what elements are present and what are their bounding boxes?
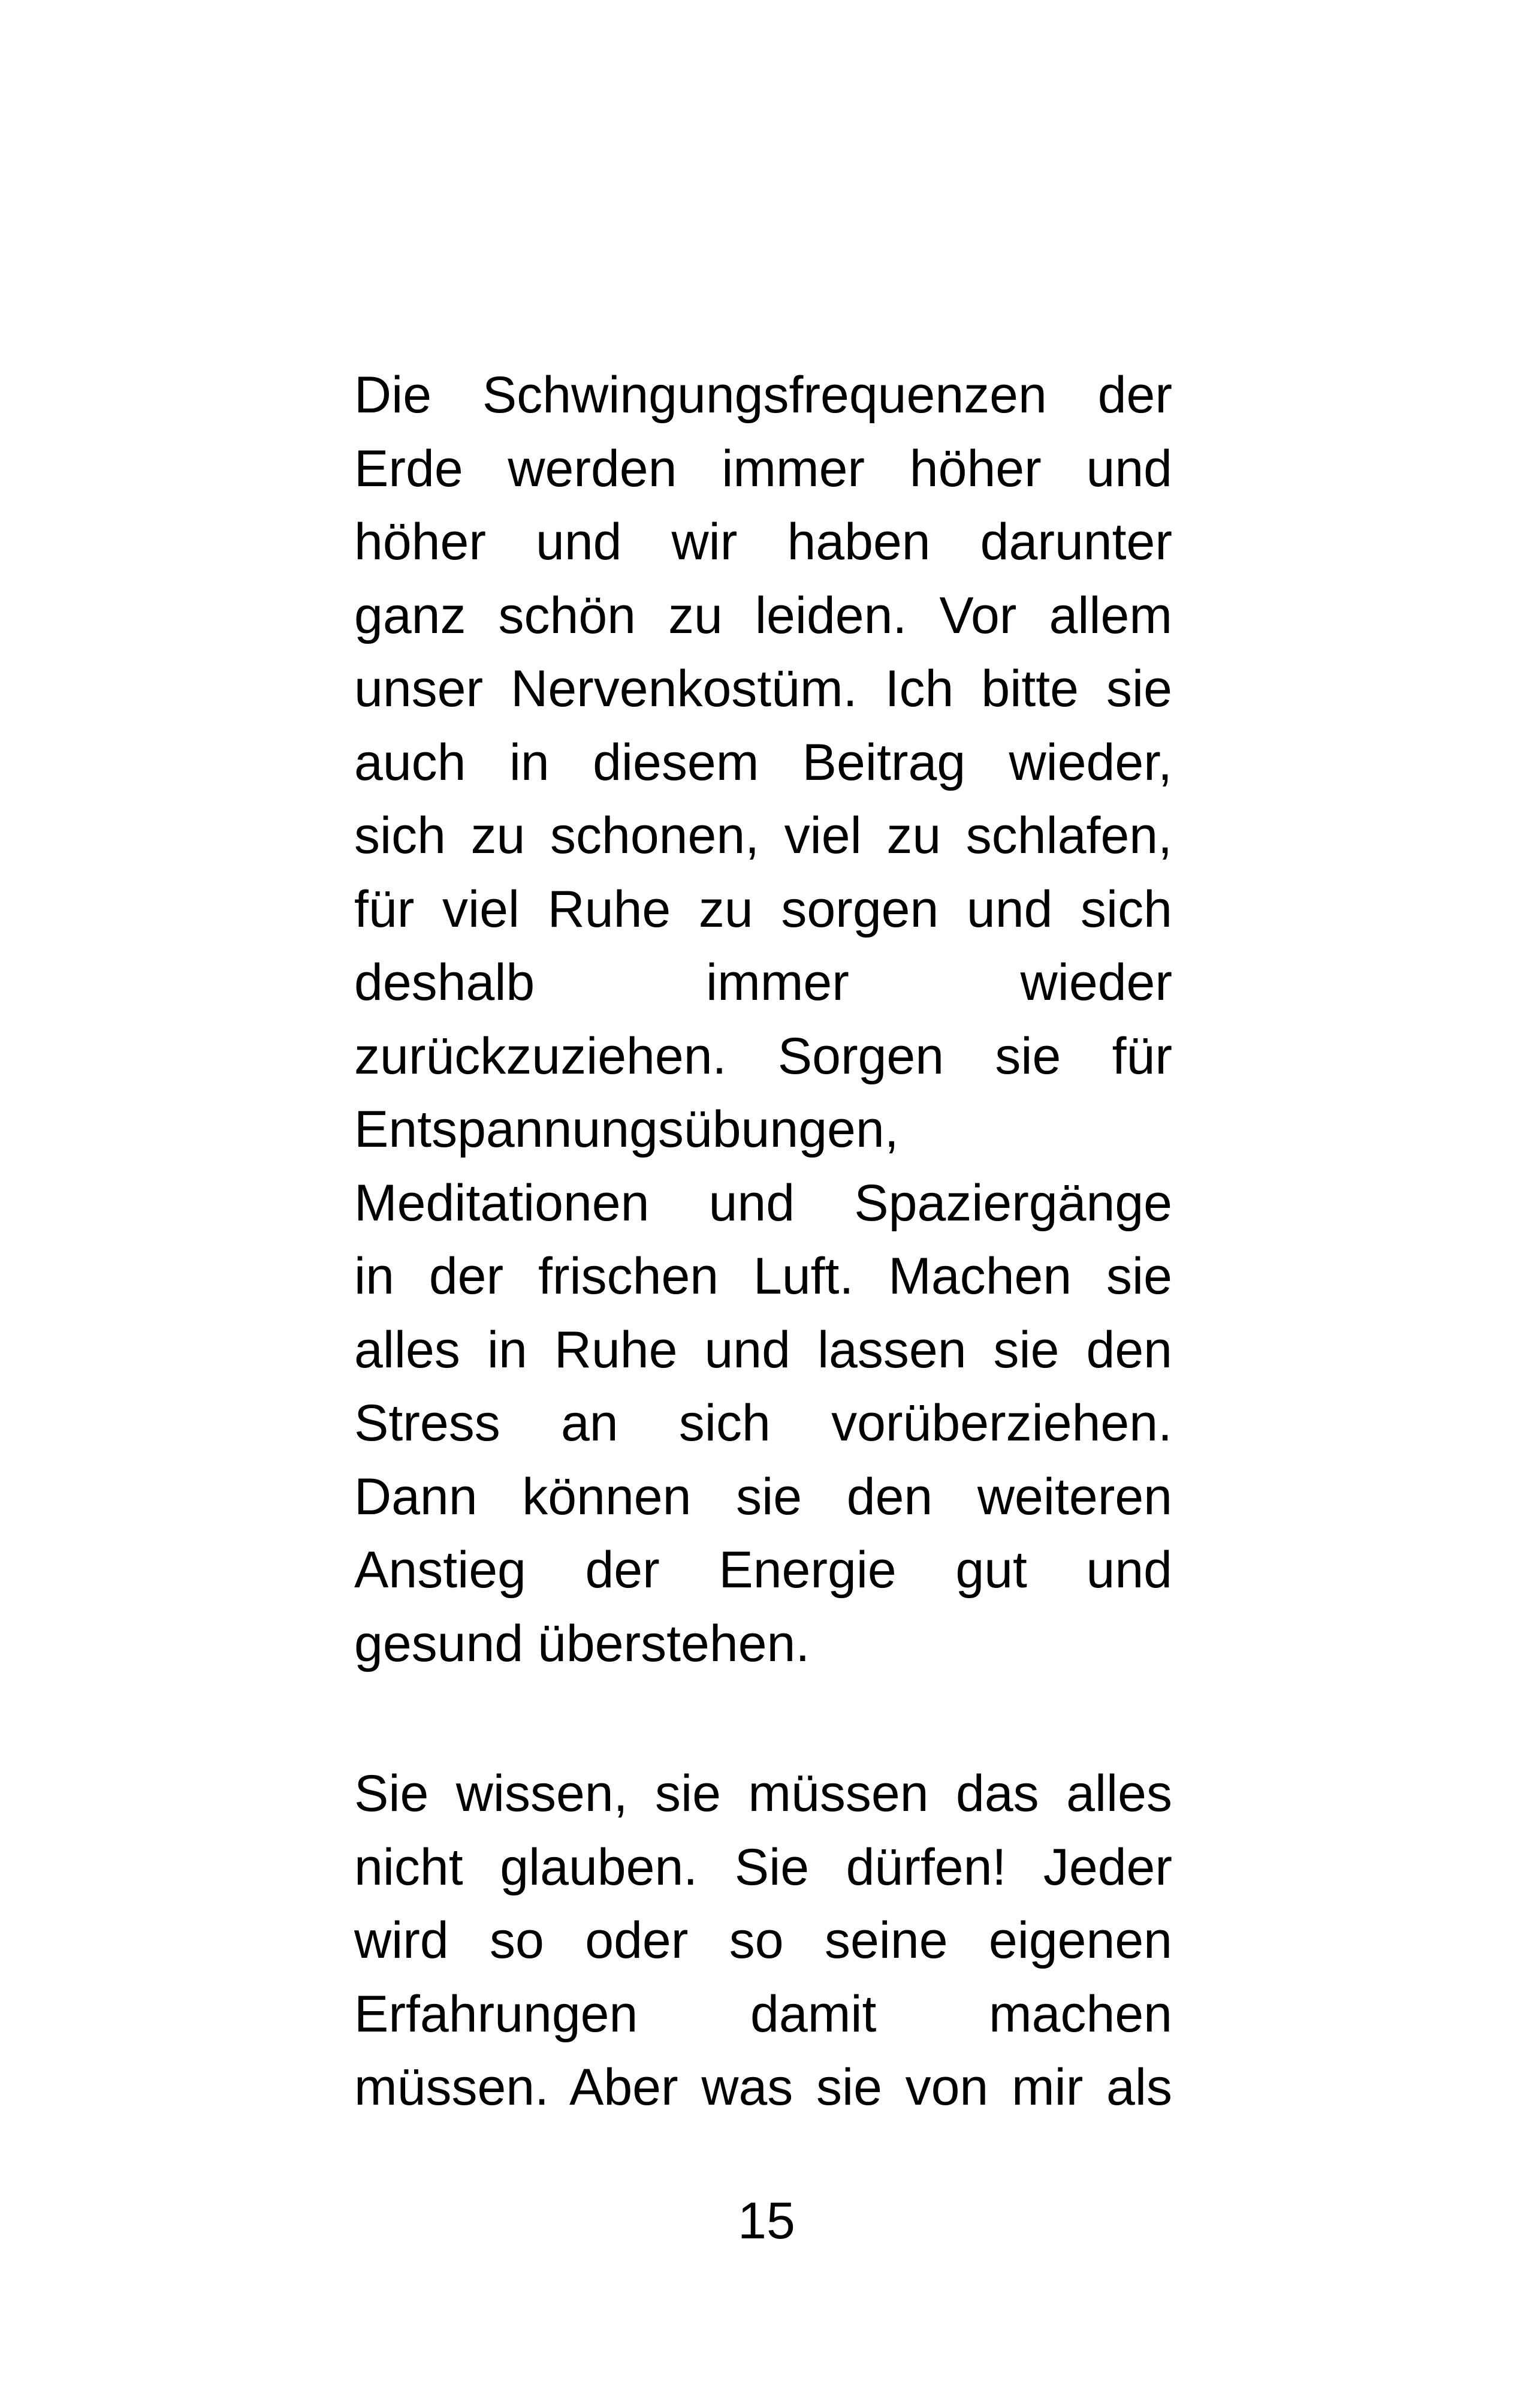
text-line: Sie wissen, sie müssen das alles	[354, 1765, 1172, 1822]
text-line: ganz schön zu leiden. Vor allem	[354, 586, 1172, 644]
text-line: sich zu schonen, viel zu schlafen,	[354, 807, 1172, 864]
text-line: gesund überstehen.	[354, 1614, 810, 1672]
text-line: Erfahrungen damit machen	[354, 1985, 1172, 2043]
text-line: Dann können sie den weiteren	[354, 1467, 1172, 1526]
text-line: Anstieg der Energie gut und	[354, 1541, 1172, 1599]
page-number: 15	[738, 2192, 795, 2250]
text-line: zurückzuziehen. Sorgen sie für	[354, 1027, 1172, 1085]
paragraph-1	[354, 358, 1172, 1680]
text-line: unser Nervenkostüm. Ich bitte sie	[354, 660, 1172, 718]
text-line: in der frischen Luft. Machen sie	[354, 1247, 1172, 1305]
text-line: für viel Ruhe zu sorgen und sich	[354, 880, 1172, 938]
text-line: Erde werden immer höher und	[354, 439, 1172, 498]
text-line: auch in diesem Beitrag wieder,	[354, 733, 1172, 791]
text-line: nicht glauben. Sie dürfen! Jeder	[354, 1838, 1172, 1896]
paragraph-2	[354, 1757, 1172, 2124]
text-line: Stress an sich vorüberziehen.	[354, 1394, 1172, 1452]
text-line: Entspannungsübungen,	[354, 1101, 899, 1158]
text-line: höher und wir haben darunter	[354, 513, 1172, 571]
text-line: wird so oder so seine eigenen	[354, 1912, 1172, 1969]
text-line: Die Schwingungsfrequenzen der	[354, 366, 1172, 424]
text-line: deshalb immer wieder	[354, 954, 1172, 1011]
text-line: müssen. Aber was sie von mir als	[354, 2059, 1172, 2116]
text-line: Meditationen und Spaziergänge	[354, 1174, 1172, 1232]
text-line: alles in Ruhe und lassen sie den	[354, 1321, 1172, 1379]
